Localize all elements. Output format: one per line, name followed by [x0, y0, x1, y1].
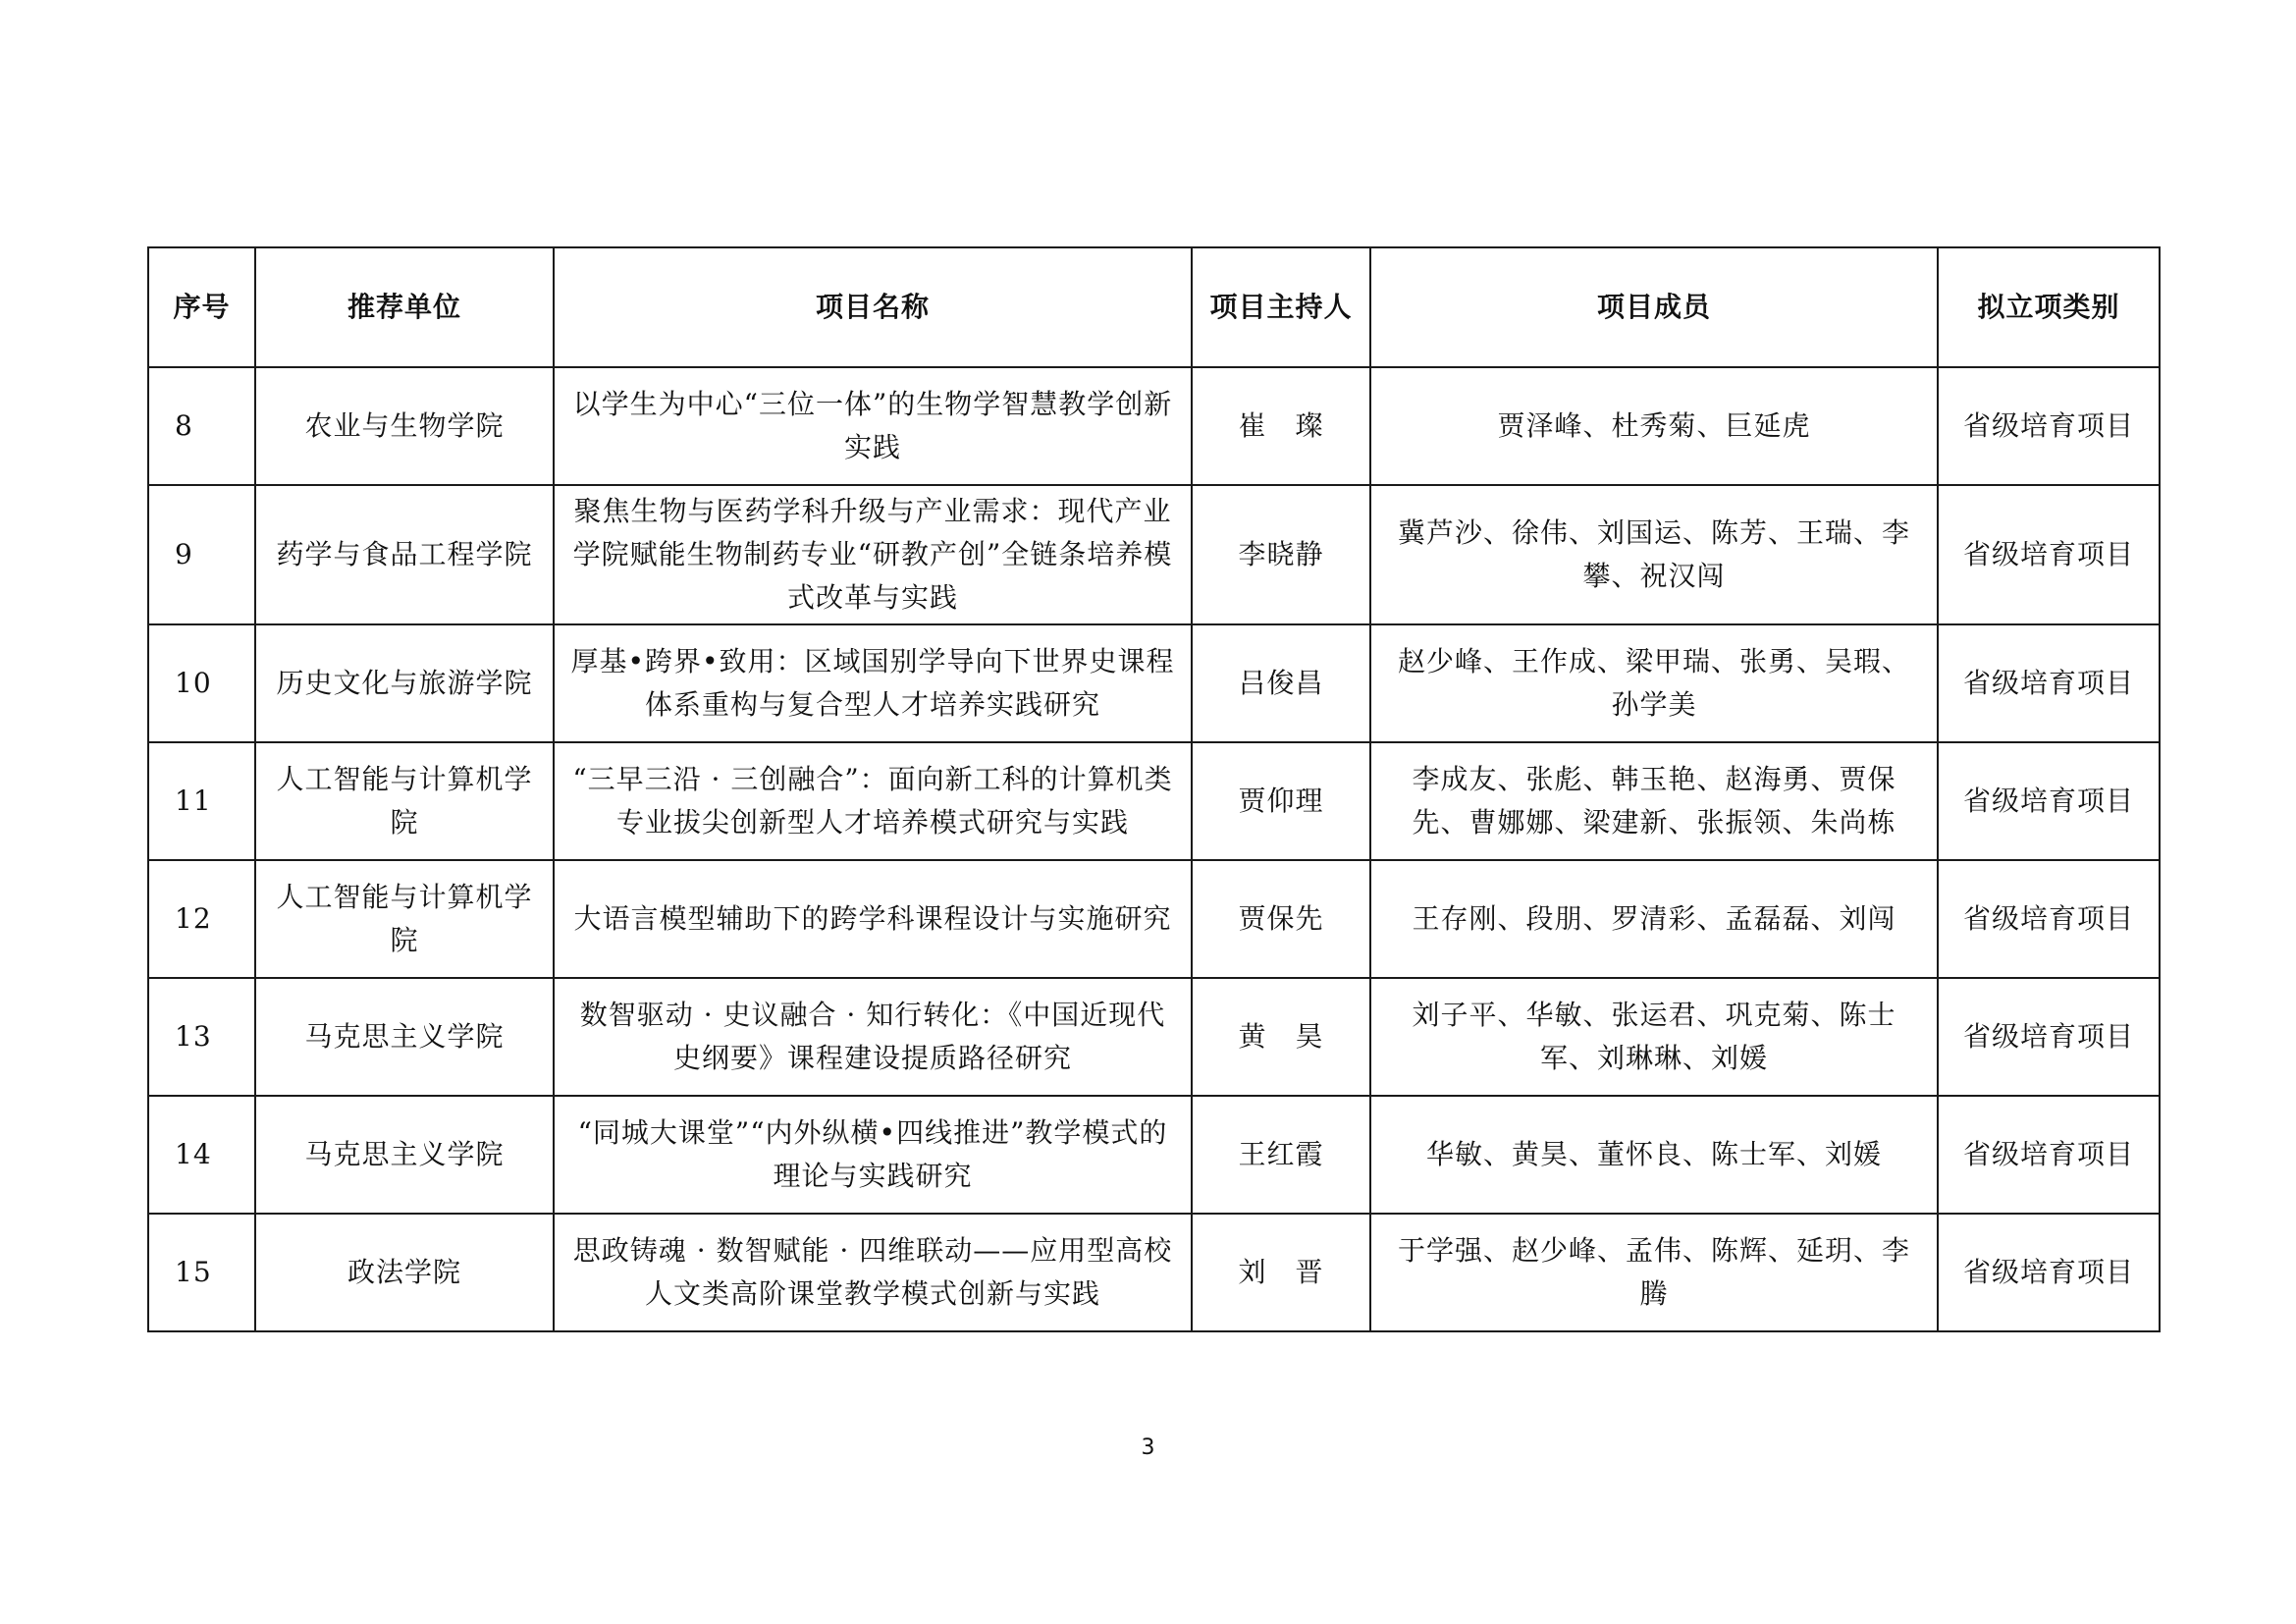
- row-serial: 15: [148, 1214, 255, 1331]
- table-row: [148, 742, 2160, 860]
- table-row: [148, 860, 2160, 978]
- row-unit: 政法学院: [255, 1214, 554, 1331]
- row-project-name: 数智驱动 · 史议融合 · 知行转化：《中国近现代史纲要》课程建设提质路径研究: [554, 978, 1192, 1096]
- page-number: 3: [1141, 1435, 1155, 1460]
- table-row: [148, 485, 2160, 624]
- row-leader: 贾保先: [1192, 860, 1370, 978]
- row-leader: 吕俊昌: [1192, 624, 1370, 742]
- row-unit: 马克思主义学院: [255, 1096, 554, 1214]
- row-members: 赵少峰、王作成、梁甲瑞、张勇、吴瑕、孙学美: [1370, 624, 1938, 742]
- header-members: 项目成员: [1370, 247, 1938, 367]
- row-unit: 人工智能与计算机学院: [255, 860, 554, 978]
- row-category: 省级培育项目: [1938, 978, 2160, 1096]
- row-project-name: “三早三沿 · 三创融合”：面向新工科的计算机类专业拔尖创新型人才培养模式研究与实践: [554, 742, 1192, 860]
- row-serial: 10: [148, 624, 255, 742]
- header-serial: 序号: [148, 247, 255, 367]
- project-table: [147, 246, 2161, 1332]
- table-row: [148, 1096, 2160, 1214]
- header-leader: 项目主持人: [1192, 247, 1370, 367]
- table-row: [148, 367, 2160, 485]
- row-category: 省级培育项目: [1938, 742, 2160, 860]
- row-serial: 8: [148, 367, 255, 485]
- header-category: 拟立项类别: [1938, 247, 2160, 367]
- row-serial: 14: [148, 1096, 255, 1214]
- row-unit: 农业与生物学院: [255, 367, 554, 485]
- row-project-name: 以学生为中心“三位一体”的生物学智慧教学创新实践: [554, 367, 1192, 485]
- row-serial: 12: [148, 860, 255, 978]
- row-leader: 刘 晋: [1192, 1214, 1370, 1331]
- row-project-name: 厚基•跨界•致用：区域国别学导向下世界史课程体系重构与复合型人才培养实践研究: [554, 624, 1192, 742]
- row-project-name: “同城大课堂”“内外纵横•四线推进”教学模式的理论与实践研究: [554, 1096, 1192, 1214]
- table-row: [148, 624, 2160, 742]
- row-category: 省级培育项目: [1938, 860, 2160, 978]
- row-members: 华敏、黄昊、董怀良、陈士军、刘媛: [1370, 1096, 1938, 1214]
- row-members: 王存刚、段朋、罗清彩、孟磊磊、刘闯: [1370, 860, 1938, 978]
- header-project-name: 项目名称: [554, 247, 1192, 367]
- table-row: [148, 1214, 2160, 1331]
- row-unit: 马克思主义学院: [255, 978, 554, 1096]
- row-category: 省级培育项目: [1938, 367, 2160, 485]
- row-leader: 王红霞: [1192, 1096, 1370, 1214]
- row-leader: 黄 昊: [1192, 978, 1370, 1096]
- row-unit: 历史文化与旅游学院: [255, 624, 554, 742]
- row-category: 省级培育项目: [1938, 485, 2160, 624]
- row-leader: 李晓静: [1192, 485, 1370, 624]
- table-row: [148, 978, 2160, 1096]
- row-project-name: 大语言模型辅助下的跨学科课程设计与实施研究: [554, 860, 1192, 978]
- row-unit: 药学与食品工程学院: [255, 485, 554, 624]
- header-unit: 推荐单位: [255, 247, 554, 367]
- row-leader: 贾仰理: [1192, 742, 1370, 860]
- row-members: 李成友、张彪、韩玉艳、赵海勇、贾保先、曹娜娜、梁建新、张振领、朱尚栋: [1370, 742, 1938, 860]
- row-serial: 11: [148, 742, 255, 860]
- row-serial: 9: [148, 485, 255, 624]
- row-members: 于学强、赵少峰、孟伟、陈辉、延玥、李腾: [1370, 1214, 1938, 1331]
- row-category: 省级培育项目: [1938, 1096, 2160, 1214]
- row-project-name: 思政铸魂 · 数智赋能 · 四维联动——应用型高校人文类高阶课堂教学模式创新与实践: [554, 1214, 1192, 1331]
- row-category: 省级培育项目: [1938, 1214, 2160, 1331]
- row-serial: 13: [148, 978, 255, 1096]
- row-unit: 人工智能与计算机学院: [255, 742, 554, 860]
- row-category: 省级培育项目: [1938, 624, 2160, 742]
- row-leader: 崔 璨: [1192, 367, 1370, 485]
- row-members: 贾泽峰、杜秀菊、巨延虎: [1370, 367, 1938, 485]
- row-members: 冀芦沙、徐伟、刘国运、陈芳、王瑞、李攀、祝汉闯: [1370, 485, 1938, 624]
- row-project-name: 聚焦生物与医药学科升级与产业需求：现代产业学院赋能生物制药专业“研教产创”全链条培养模式改革与实践: [554, 485, 1192, 624]
- table-header-row: [148, 247, 2160, 367]
- row-members: 刘子平、华敏、张运君、巩克菊、陈士军、刘琳琳、刘媛: [1370, 978, 1938, 1096]
